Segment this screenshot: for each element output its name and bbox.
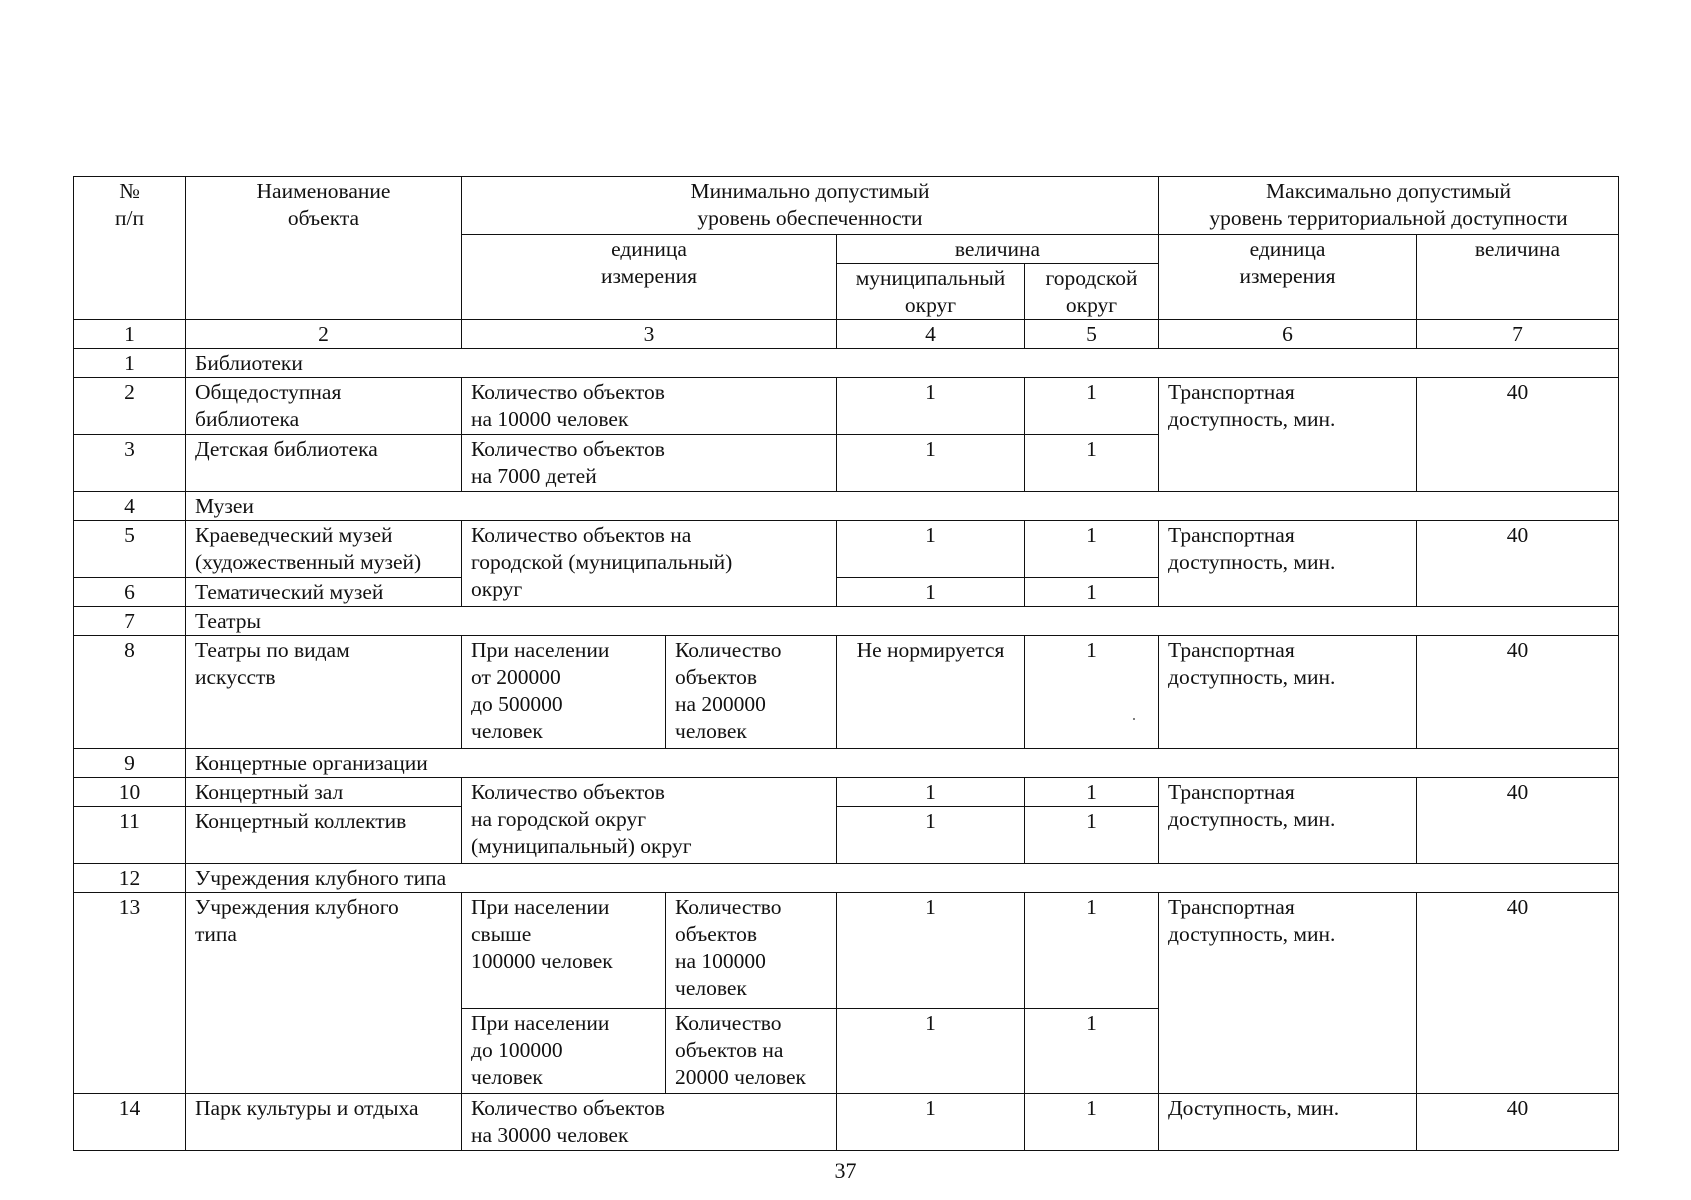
row-num: 2 <box>74 378 186 435</box>
municipal-value: 1 <box>837 578 1025 607</box>
municipal-value: 1 <box>837 521 1025 578</box>
object-name: Театры по видам искусств <box>186 636 462 749</box>
norms-table <box>73 176 1619 1151</box>
section-row <box>74 864 1619 893</box>
unit-cell: Количество объектов на 20000 человек <box>666 1009 837 1094</box>
row-num: 11 <box>74 807 186 864</box>
unit-cell: Количество объектов на 30000 человек <box>462 1094 837 1151</box>
header-row-1 <box>74 177 1619 235</box>
row-num: 3 <box>74 435 186 492</box>
row-num: 1 <box>74 349 186 378</box>
municipal-value: Не нормируется <box>837 636 1025 749</box>
object-name: Общедоступная библиотека <box>186 378 462 435</box>
row-num: 14 <box>74 1094 186 1151</box>
page-number: 37 <box>834 1158 857 1183</box>
table-row <box>74 636 1619 749</box>
table-row <box>74 521 1619 578</box>
object-name: Краеведческий музей (художественный музей) <box>186 521 462 578</box>
index-cell: 5 <box>1025 320 1159 349</box>
section-row <box>74 492 1619 521</box>
column-index-row <box>74 320 1619 349</box>
header-value: величина <box>837 235 1159 264</box>
row-num: 7 <box>74 607 186 636</box>
municipal-value: 1 <box>837 807 1025 864</box>
unit-cell: Количество объектов на 200000 человек <box>666 636 837 749</box>
access-unit: Транспортная доступность, мин. <box>1159 778 1417 864</box>
row-num: 10 <box>74 778 186 807</box>
row-num: 5 <box>74 521 186 578</box>
urban-value: 1 <box>1025 636 1159 749</box>
access-unit: Транспортная доступность, мин. <box>1159 521 1417 607</box>
access-value: 40 <box>1417 636 1619 749</box>
row-num: 13 <box>74 893 186 1094</box>
condition-cell: При населении свыше 100000 человек <box>462 893 666 1009</box>
municipal-value: 1 <box>837 435 1025 492</box>
section-title: Музеи <box>186 492 1619 521</box>
urban-value: 1 <box>1025 1009 1159 1094</box>
object-name: Парк культуры и отдыха <box>186 1094 462 1151</box>
header-min-level: Минимально допустимый уровень обеспеченности <box>462 177 1159 235</box>
condition-cell: При населении до 100000 человек <box>462 1009 666 1094</box>
header-num: № п/п <box>74 177 186 320</box>
row-num: 8 <box>74 636 186 749</box>
urban-value: 1 <box>1025 1094 1159 1151</box>
municipal-value: 1 <box>837 778 1025 807</box>
access-value: 40 <box>1417 1094 1619 1151</box>
index-cell: 2 <box>186 320 462 349</box>
index-cell: 4 <box>837 320 1025 349</box>
object-name: Детская библиотека <box>186 435 462 492</box>
urban-value: 1 <box>1025 778 1159 807</box>
urban-value: 1 <box>1025 521 1159 578</box>
table-row <box>74 778 1619 807</box>
row-num: 4 <box>74 492 186 521</box>
object-name: Концертный коллектив <box>186 807 462 864</box>
section-row <box>74 349 1619 378</box>
municipal-value: 1 <box>837 1094 1025 1151</box>
header-municipal: муниципальный округ <box>837 264 1025 320</box>
row-num: 9 <box>74 749 186 778</box>
access-unit: Транспортная доступность, мин. <box>1159 893 1417 1094</box>
object-name: Концертный зал <box>186 778 462 807</box>
header-value-2: величина <box>1417 235 1619 320</box>
header-max-level: Максимально допустимый уровень территориальной доступности <box>1159 177 1619 235</box>
urban-value: 1 <box>1025 578 1159 607</box>
access-unit: Транспортная доступность, мин. <box>1159 378 1417 492</box>
index-cell: 7 <box>1417 320 1619 349</box>
section-title: Библиотеки <box>186 349 1619 378</box>
header-name: Наименование объекта <box>186 177 462 320</box>
section-title: Театры <box>186 607 1619 636</box>
section-title: Учреждения клубного типа <box>186 864 1619 893</box>
municipal-value: 1 <box>837 893 1025 1009</box>
table-row <box>74 378 1619 435</box>
condition-cell: При населении от 200000 до 500000 человек <box>462 636 666 749</box>
object-name: Учреждения клубного типа <box>186 893 462 1094</box>
section-row <box>74 607 1619 636</box>
header-unit: единица измерения <box>462 235 837 320</box>
urban-value: 1 <box>1025 893 1159 1009</box>
municipal-value: 1 <box>837 1009 1025 1094</box>
index-cell: 3 <box>462 320 837 349</box>
unit-cell: Количество объектов на 10000 человек <box>462 378 837 435</box>
table-row <box>74 1094 1619 1151</box>
section-row <box>74 749 1619 778</box>
access-value: 40 <box>1417 521 1619 607</box>
urban-value: 1 <box>1025 435 1159 492</box>
header-unit-2: единица измерения <box>1159 235 1417 320</box>
row-num: 12 <box>74 864 186 893</box>
access-unit: Транспортная доступность, мин. <box>1159 636 1417 749</box>
access-value: 40 <box>1417 893 1619 1094</box>
index-cell: 1 <box>74 320 186 349</box>
section-title: Концертные организации <box>186 749 1619 778</box>
object-name: Тематический музей <box>186 578 462 607</box>
urban-value: 1 <box>1025 807 1159 864</box>
table-row <box>74 893 1619 1009</box>
row-num: 6 <box>74 578 186 607</box>
municipal-value: 1 <box>837 378 1025 435</box>
unit-cell: Количество объектов на 100000 человек <box>666 893 837 1009</box>
header-urban: городской округ <box>1025 264 1159 320</box>
unit-cell: Количество объектов на городской округ (муниципальный) округ <box>462 778 837 864</box>
scan-speck <box>1133 718 1135 720</box>
access-unit: Доступность, мин. <box>1159 1094 1417 1151</box>
urban-value: 1 <box>1025 378 1159 435</box>
unit-cell: Количество объектов на 7000 детей <box>462 435 837 492</box>
access-value: 40 <box>1417 778 1619 864</box>
index-cell: 6 <box>1159 320 1417 349</box>
unit-cell: Количество объектов на городской (муниципальный) округ <box>462 521 837 607</box>
access-value: 40 <box>1417 378 1619 492</box>
